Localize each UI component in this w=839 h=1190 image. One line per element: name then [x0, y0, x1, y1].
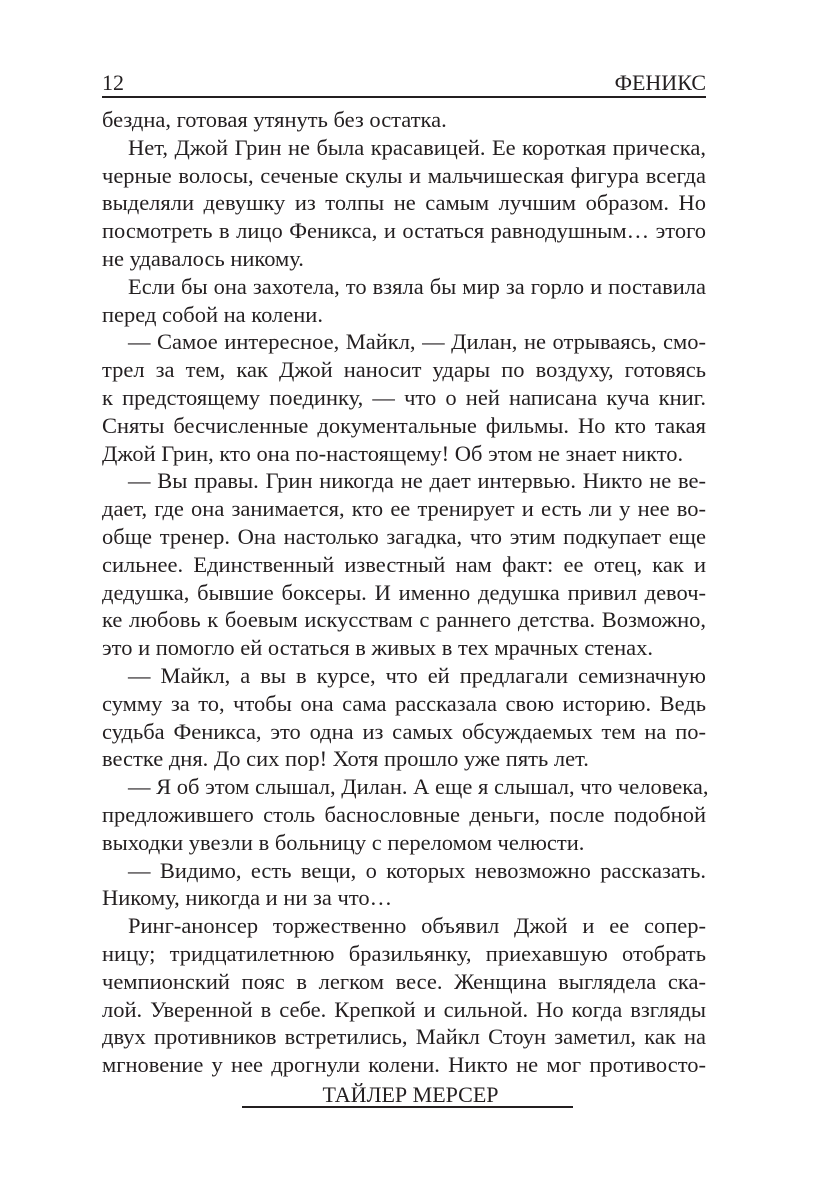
text-line: Если бы она захотела, то взяла бы мир за горло и поставила: [128, 273, 706, 299]
text-line: — Вы правы. Грин никогда не дает интервью. Никто не ве-: [128, 468, 706, 494]
text-line: — Самое интересное, Майкл, — Дилан, не отрываясь, смо-: [128, 329, 706, 355]
text-line: лой. Уверенной в себе. Крепкой и сильной. Но когда взгляды: [102, 996, 706, 1022]
paragraph: [102, 773, 709, 856]
text-line: трел за тем, как Джой наносит удары по воздуху, готовясь: [102, 357, 706, 383]
text-line: к предстоящему поединку, — что о ней написана куча книг.: [102, 384, 706, 410]
text-line: — Я об этом слышал, Дилан. А еще я слышал, что человека,: [128, 774, 709, 800]
text-line: — Майкл, а вы в курсе, что ей предлагали семизначную: [128, 662, 706, 688]
text-line: двух противников встретились, Майкл Стоун заметил, как на: [102, 1024, 706, 1050]
page-number: 12: [102, 70, 124, 95]
text-line: Джой Грин, кто она по-настоящему! Об этом не знает никто.: [102, 440, 684, 466]
text-line: посмотреть в лицо Феникса, и остаться равнодушным… этого: [102, 218, 706, 244]
text-line: черные волосы, сеченые скулы и мальчишеская фигура всегда: [102, 162, 706, 188]
paragraph: [102, 106, 706, 134]
text-line: бездна, готовая утянуть без остатка.: [102, 107, 447, 132]
text-line: мгновение у нее дрогнули колени. Никто не мог противосто-: [102, 1052, 706, 1078]
text-line: дедушка, бывшие боксеры. И именно дедушка привил девоч-: [102, 579, 706, 605]
body-text: [102, 106, 709, 1079]
text-line: обще тренер. Она настолько загадка, что этим подкупает еще: [102, 523, 706, 549]
text-line: чемпионский пояс в легком весе. Женщина выглядела ска-: [102, 968, 706, 994]
text-line: сильнее. Единственный известный нам факт: ее отец, как и: [102, 551, 706, 577]
text-line: судьба Феникса, это одна из самых обсуждаемых тем на по-: [102, 718, 706, 744]
running-header: [102, 72, 706, 98]
paragraph: [102, 662, 706, 773]
text-line: ке любовь к боевым искусствам с раннего детства. Возможно,: [102, 607, 706, 633]
text-line: Ринг-анонсер торжественно объявил Джой и ее сопер-: [128, 913, 706, 939]
paragraph: [102, 857, 706, 913]
text-line: Сняты бесчисленные документальные фильмы. Но кто такая: [102, 412, 706, 438]
paragraph: [102, 273, 706, 329]
paragraph: [102, 328, 706, 467]
paragraph: [102, 134, 706, 273]
running-title: ФЕНИКС: [614, 70, 706, 95]
text-line: предложившего столь баснословные деньги, после подобной: [102, 801, 706, 827]
text-line: вестке дня. До сих пор! Хотя прошло уже пять лет.: [102, 746, 589, 772]
text-line: Никому, никогда и ни за что…: [102, 885, 393, 911]
text-line: выходки увезли в больницу с переломом челюсти.: [102, 829, 585, 855]
running-footer: [242, 1084, 573, 1108]
text-line: Нет, Джой Грин не была красавицей. Ее короткая прическа,: [128, 134, 706, 160]
author-name: ТАЙЛЕР МЕРСЕР: [322, 1082, 499, 1107]
text-line: выделяли девушку из толпы не самым лучшим образом. Но: [102, 190, 706, 216]
text-line: перед собой на колени.: [102, 301, 323, 327]
text-line: — Видимо, есть вещи, о которых невозможно рассказать.: [128, 857, 706, 883]
paragraph: [102, 912, 706, 1079]
text-line: это и помогло ей остаться в живых в тех мрачных стенах.: [102, 635, 654, 661]
text-line: дает, где она занимается, кто ее тренирует и есть ли у нее во-: [102, 496, 706, 522]
text-line: ницу; тридцатилетнюю бразильянку, приехавшую отобрать: [102, 940, 706, 966]
paragraph: [102, 467, 706, 662]
text-line: не удавалось никому.: [102, 245, 304, 271]
text-line: сумму за то, чтобы она сама рассказала свою историю. Ведь: [102, 690, 706, 716]
